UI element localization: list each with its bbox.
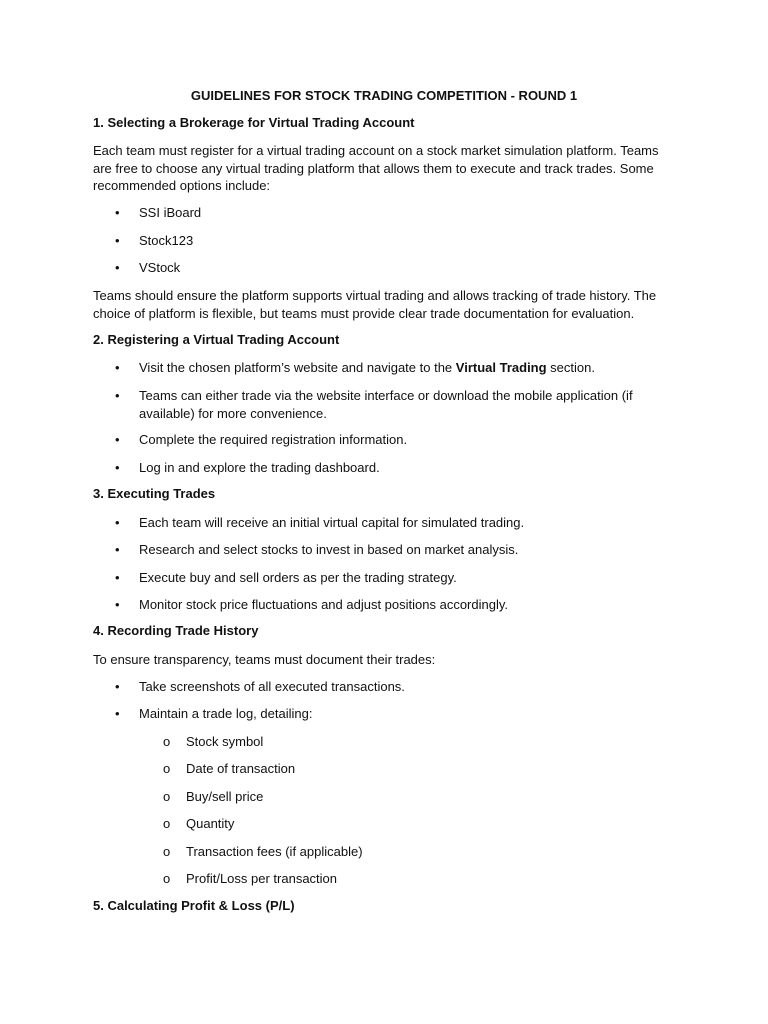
section-3-heading: 3. Executing Trades (93, 486, 216, 501)
document-title: GUIDELINES FOR STOCK TRADING COMPETITION - ROUND 1 (190, 88, 578, 103)
platform-option: • VStock (139, 259, 679, 277)
section-4-intro: To ensure transparency, teams must document their trades: (93, 652, 436, 667)
sub-list-item: o Stock symbol (186, 733, 263, 750)
sub-list-item: o Transaction fees (if applicable) (186, 843, 363, 860)
list-item: • Each team will receive an initial virtual capital for simulated trading. (139, 514, 679, 532)
list-item: • Research and select stocks to invest in based on market analysis. (139, 541, 679, 559)
section-1-note: Teams should ensure the platform supports virtual trading and allows tracking of trade history. The choice of platform is flexible, but teams must provide clear trade documentation for evaluation. (93, 288, 657, 321)
section-1-intro: Each team must register for a virtual trading account on a stock market simulation platform. Teams are free to choose any virtual trading platform that allows them to execute and track trades. Some recommended options include: (93, 143, 659, 193)
sub-list-item: o Buy/sell price (186, 788, 263, 805)
platform-option: • Stock123 (139, 232, 679, 250)
list-item: • Complete the required registration information. (139, 431, 679, 449)
platform-option: • SSI iBoard (139, 204, 679, 222)
sub-list-item: o Date of transaction (186, 760, 295, 777)
virtual-trading-bold: Virtual Trading (455, 360, 547, 375)
section-2-heading: 2. Registering a Virtual Trading Account (93, 332, 340, 347)
list-item: • Execute buy and sell orders as per the trading strategy. (139, 569, 679, 587)
list-item: • Teams can either trade via the website interface or download the mobile application (if available) for more convenience. (139, 387, 679, 422)
section-1-heading: 1. Selecting a Brokerage for Virtual Trading Account (93, 115, 415, 130)
sub-list-item: o Profit/Loss per transaction (186, 870, 337, 887)
sub-list-item: o Quantity (186, 815, 234, 832)
list-item: • Maintain a trade log, detailing: (139, 705, 679, 723)
section-4-heading: 4. Recording Trade History (93, 623, 259, 638)
list-item: • Monitor stock price fluctuations and adjust positions accordingly. (139, 596, 679, 614)
section-5-heading: 5. Calculating Profit & Loss (P/L) (93, 898, 295, 913)
list-item: • Visit the chosen platform’s website and navigate to the Virtual Trading section. (139, 359, 679, 377)
list-item: • Log in and explore the trading dashboard. (139, 459, 679, 477)
list-item: • Take screenshots of all executed transactions. (139, 678, 679, 696)
